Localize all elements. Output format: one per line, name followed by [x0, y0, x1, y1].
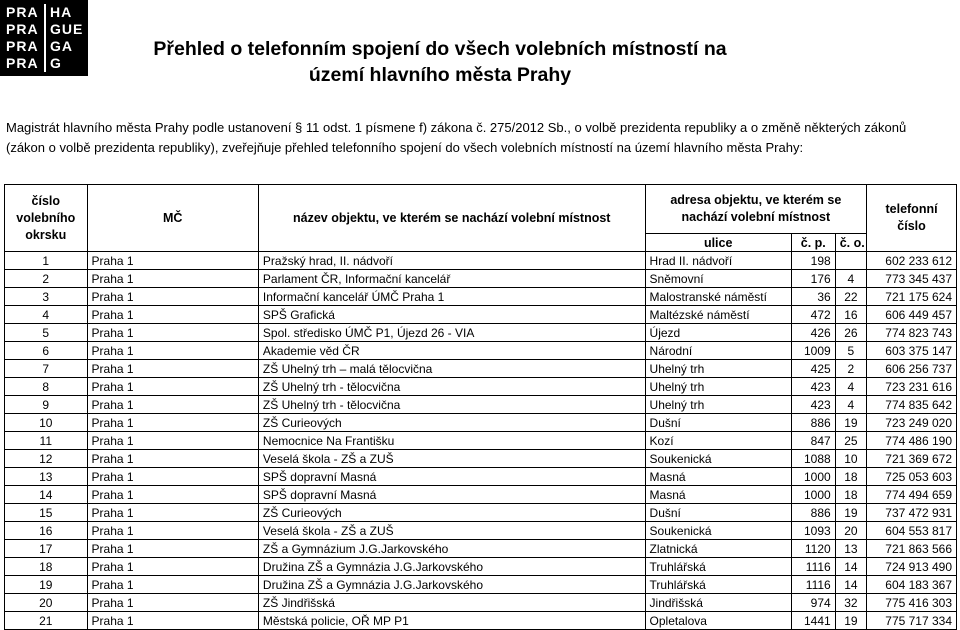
cell-object-name: ZŠ Uhelný trh – malá tělocvična	[258, 360, 645, 378]
cell-street: Uhelný trh	[645, 378, 791, 396]
cell-object-name: Veselá škola - ZŠ a ZUŠ	[258, 522, 645, 540]
table-row	[5, 504, 957, 522]
praha-logo	[0, 0, 88, 76]
cell-object-name: Pražský hrad, II. nádvoří	[258, 252, 645, 270]
cell-district-no: 12	[5, 450, 88, 468]
header-cp: č. p.	[791, 234, 835, 252]
table-body	[5, 252, 957, 630]
cell-cp: 1116	[791, 558, 835, 576]
table-row	[5, 540, 957, 558]
cell-district-no: 13	[5, 468, 88, 486]
cell-phone: 604 183 367	[867, 576, 957, 594]
cell-district-no: 14	[5, 486, 88, 504]
cell-co: 5	[835, 342, 866, 360]
cell-phone: 773 345 437	[867, 270, 957, 288]
cell-object-name: SPŠ dopravní Masná	[258, 486, 645, 504]
logo-text: GA	[50, 38, 73, 54]
cell-mc: Praha 1	[87, 504, 258, 522]
cell-object-name: Veselá škola - ZŠ a ZUŠ	[258, 450, 645, 468]
cell-district-no: 7	[5, 360, 88, 378]
cell-district-no: 17	[5, 540, 88, 558]
table-row	[5, 396, 957, 414]
cell-mc: Praha 1	[87, 558, 258, 576]
cell-cp: 1116	[791, 576, 835, 594]
cell-object-name: ZŠ Uhelný trh - tělocvična	[258, 378, 645, 396]
header-phone: telefonní číslo	[867, 185, 957, 252]
logo-divider	[44, 4, 46, 72]
cell-cp: 36	[791, 288, 835, 306]
page-title-line2: území hlavního města Prahy	[308, 64, 572, 86]
cell-co: 4	[835, 270, 866, 288]
cell-street: Zlatnická	[645, 540, 791, 558]
cell-object-name: SPŠ Grafická	[258, 306, 645, 324]
cell-mc: Praha 1	[87, 252, 258, 270]
logo-text: PRA	[6, 55, 39, 71]
cell-cp: 847	[791, 432, 835, 450]
intro-line1: Magistrát hlavního města Prahy podle ustanovení § 11 odst. 1 písmene f) zákona č. 275/2012 Sb., o volbě prezidenta republiky a o změně některých zákonů	[6, 120, 907, 135]
cell-cp: 176	[791, 270, 835, 288]
cell-phone: 604 553 817	[867, 522, 957, 540]
cell-district-no: 8	[5, 378, 88, 396]
table-row	[5, 558, 957, 576]
table-row	[5, 288, 957, 306]
logo-text: PRA	[6, 21, 39, 37]
cell-phone: 602 233 612	[867, 252, 957, 270]
cell-district-no: 9	[5, 396, 88, 414]
cell-district-no: 21	[5, 612, 88, 630]
cell-cp: 423	[791, 378, 835, 396]
header-street: ulice	[645, 234, 791, 252]
cell-mc: Praha 1	[87, 594, 258, 612]
cell-co: 13	[835, 540, 866, 558]
cell-cp: 1093	[791, 522, 835, 540]
cell-district-no: 5	[5, 324, 88, 342]
cell-mc: Praha 1	[87, 324, 258, 342]
cell-street: Masná	[645, 486, 791, 504]
cell-mc: Praha 1	[87, 576, 258, 594]
cell-district-no: 6	[5, 342, 88, 360]
cell-district-no: 15	[5, 504, 88, 522]
cell-co: 10	[835, 450, 866, 468]
cell-phone: 737 472 931	[867, 504, 957, 522]
cell-mc: Praha 1	[87, 306, 258, 324]
cell-phone: 723 249 020	[867, 414, 957, 432]
header-address: adresa objektu, ve kterém se nachází volební místnost	[645, 185, 867, 234]
intro-line2: (zákon o volbě prezidenta republiky), zveřejňuje přehled telefonního spojení do všech volebních místností na území hlavního města Prahy:	[6, 140, 804, 155]
cell-phone: 606 256 737	[867, 360, 957, 378]
cell-phone: 721 175 624	[867, 288, 957, 306]
cell-mc: Praha 1	[87, 342, 258, 360]
header-object-name: název objektu, ve kterém se nachází volební místnost	[258, 185, 645, 252]
cell-mc: Praha 1	[87, 468, 258, 486]
logo-text: GUE	[50, 21, 84, 37]
cell-street: Soukenická	[645, 450, 791, 468]
cell-object-name: SPŠ dopravní Masná	[258, 468, 645, 486]
cell-object-name: ZŠ a Gymnázium J.G.Jarkovského	[258, 540, 645, 558]
cell-co: 18	[835, 486, 866, 504]
cell-cp: 1000	[791, 468, 835, 486]
table-row	[5, 252, 957, 270]
cell-street: Kozí	[645, 432, 791, 450]
cell-co: 4	[835, 396, 866, 414]
cell-mc: Praha 1	[87, 432, 258, 450]
cell-co: 18	[835, 468, 866, 486]
cell-phone: 725 053 603	[867, 468, 957, 486]
cell-district-no: 11	[5, 432, 88, 450]
cell-street: Soukenická	[645, 522, 791, 540]
cell-district-no: 19	[5, 576, 88, 594]
cell-cp: 1441	[791, 612, 835, 630]
cell-district-no: 18	[5, 558, 88, 576]
table-row	[5, 576, 957, 594]
cell-district-no: 4	[5, 306, 88, 324]
cell-street: Uhelný trh	[645, 360, 791, 378]
cell-mc: Praha 1	[87, 288, 258, 306]
cell-object-name: ZŠ Jindřišská	[258, 594, 645, 612]
cell-cp: 1088	[791, 450, 835, 468]
cell-phone: 775 416 303	[867, 594, 957, 612]
cell-cp: 886	[791, 504, 835, 522]
cell-cp: 1120	[791, 540, 835, 558]
header-district-no: číslo volebního okrsku	[5, 185, 88, 252]
cell-phone: 721 863 566	[867, 540, 957, 558]
cell-mc: Praha 1	[87, 522, 258, 540]
cell-street: Dušní	[645, 414, 791, 432]
cell-street: Opletalova	[645, 612, 791, 630]
cell-cp: 198	[791, 252, 835, 270]
cell-co: 19	[835, 414, 866, 432]
cell-district-no: 2	[5, 270, 88, 288]
cell-phone: 721 369 672	[867, 450, 957, 468]
cell-district-no: 1	[5, 252, 88, 270]
cell-mc: Praha 1	[87, 612, 258, 630]
cell-mc: Praha 1	[87, 360, 258, 378]
table-row	[5, 612, 957, 630]
cell-co: 19	[835, 612, 866, 630]
cell-co: 14	[835, 558, 866, 576]
cell-object-name: Informační kancelář ÚMČ Praha 1	[258, 288, 645, 306]
cell-street: Sněmovní	[645, 270, 791, 288]
cell-co: 14	[835, 576, 866, 594]
cell-cp: 426	[791, 324, 835, 342]
cell-street: Jindřišská	[645, 594, 791, 612]
cell-phone: 774 835 642	[867, 396, 957, 414]
cell-street: Újezd	[645, 324, 791, 342]
table-row	[5, 450, 957, 468]
cell-cp: 1000	[791, 486, 835, 504]
table-row	[5, 270, 957, 288]
cell-street: Truhlářská	[645, 558, 791, 576]
cell-street: Uhelný trh	[645, 396, 791, 414]
cell-cp: 886	[791, 414, 835, 432]
cell-co: 16	[835, 306, 866, 324]
cell-mc: Praha 1	[87, 414, 258, 432]
table-row	[5, 468, 957, 486]
cell-object-name: Družina ZŠ a Gymnázia J.G.Jarkovského	[258, 558, 645, 576]
cell-street: Masná	[645, 468, 791, 486]
cell-co: 2	[835, 360, 866, 378]
cell-co: 19	[835, 504, 866, 522]
cell-co: 22	[835, 288, 866, 306]
cell-phone: 774 486 190	[867, 432, 957, 450]
cell-cp: 423	[791, 396, 835, 414]
cell-mc: Praha 1	[87, 270, 258, 288]
cell-co	[835, 252, 866, 270]
cell-cp: 472	[791, 306, 835, 324]
cell-mc: Praha 1	[87, 540, 258, 558]
table-row	[5, 594, 957, 612]
cell-mc: Praha 1	[87, 396, 258, 414]
cell-object-name: ZŠ Curieových	[258, 504, 645, 522]
polling-stations-table	[4, 184, 957, 630]
cell-co: 26	[835, 324, 866, 342]
cell-co: 20	[835, 522, 866, 540]
cell-district-no: 16	[5, 522, 88, 540]
table-row	[5, 324, 957, 342]
cell-cp: 1009	[791, 342, 835, 360]
table-row	[5, 378, 957, 396]
cell-object-name: Parlament ČR, Informační kancelář	[258, 270, 645, 288]
table-row	[5, 306, 957, 324]
cell-phone: 606 449 457	[867, 306, 957, 324]
header-co: č. o.	[835, 234, 866, 252]
cell-object-name: Akademie věd ČR	[258, 342, 645, 360]
cell-district-no: 3	[5, 288, 88, 306]
cell-phone: 723 231 616	[867, 378, 957, 396]
cell-mc: Praha 1	[87, 378, 258, 396]
cell-object-name: Družina ZŠ a Gymnázia J.G.Jarkovského	[258, 576, 645, 594]
cell-object-name: ZŠ Uhelný trh - tělocvična	[258, 396, 645, 414]
cell-object-name: Spol. středisko ÚMČ P1, Újezd 26 - VIA	[258, 324, 645, 342]
cell-object-name: Nemocnice Na Františku	[258, 432, 645, 450]
cell-mc: Praha 1	[87, 486, 258, 504]
table-row	[5, 522, 957, 540]
cell-street: Dušní	[645, 504, 791, 522]
logo-text: PRA	[6, 4, 39, 20]
cell-district-no: 10	[5, 414, 88, 432]
page-title-line1: Přehled o telefonním spojení do všech volebních místností na	[153, 38, 727, 60]
cell-street: Maltézské náměstí	[645, 306, 791, 324]
header-mc: MČ	[87, 185, 258, 252]
table-row	[5, 360, 957, 378]
cell-mc: Praha 1	[87, 450, 258, 468]
logo-text: PRA	[6, 38, 39, 54]
page-title	[100, 36, 780, 88]
cell-co: 32	[835, 594, 866, 612]
table-row	[5, 414, 957, 432]
cell-object-name: Městská policie, OŘ MP P1	[258, 612, 645, 630]
table-row	[5, 342, 957, 360]
cell-street: Národní	[645, 342, 791, 360]
cell-phone: 774 494 659	[867, 486, 957, 504]
cell-co: 25	[835, 432, 866, 450]
intro-text	[6, 118, 956, 158]
cell-phone: 775 717 334	[867, 612, 957, 630]
cell-phone: 724 913 490	[867, 558, 957, 576]
cell-co: 4	[835, 378, 866, 396]
cell-phone: 603 375 147	[867, 342, 957, 360]
cell-phone: 774 823 743	[867, 324, 957, 342]
cell-district-no: 20	[5, 594, 88, 612]
cell-street: Truhlářská	[645, 576, 791, 594]
table-row	[5, 432, 957, 450]
logo-text: HA	[50, 4, 73, 20]
cell-object-name: ZŠ Curieových	[258, 414, 645, 432]
cell-street: Hrad II. nádvoří	[645, 252, 791, 270]
table-row	[5, 486, 957, 504]
logo-text: G	[50, 55, 62, 71]
cell-street: Malostranské náměstí	[645, 288, 791, 306]
cell-cp: 974	[791, 594, 835, 612]
cell-cp: 425	[791, 360, 835, 378]
